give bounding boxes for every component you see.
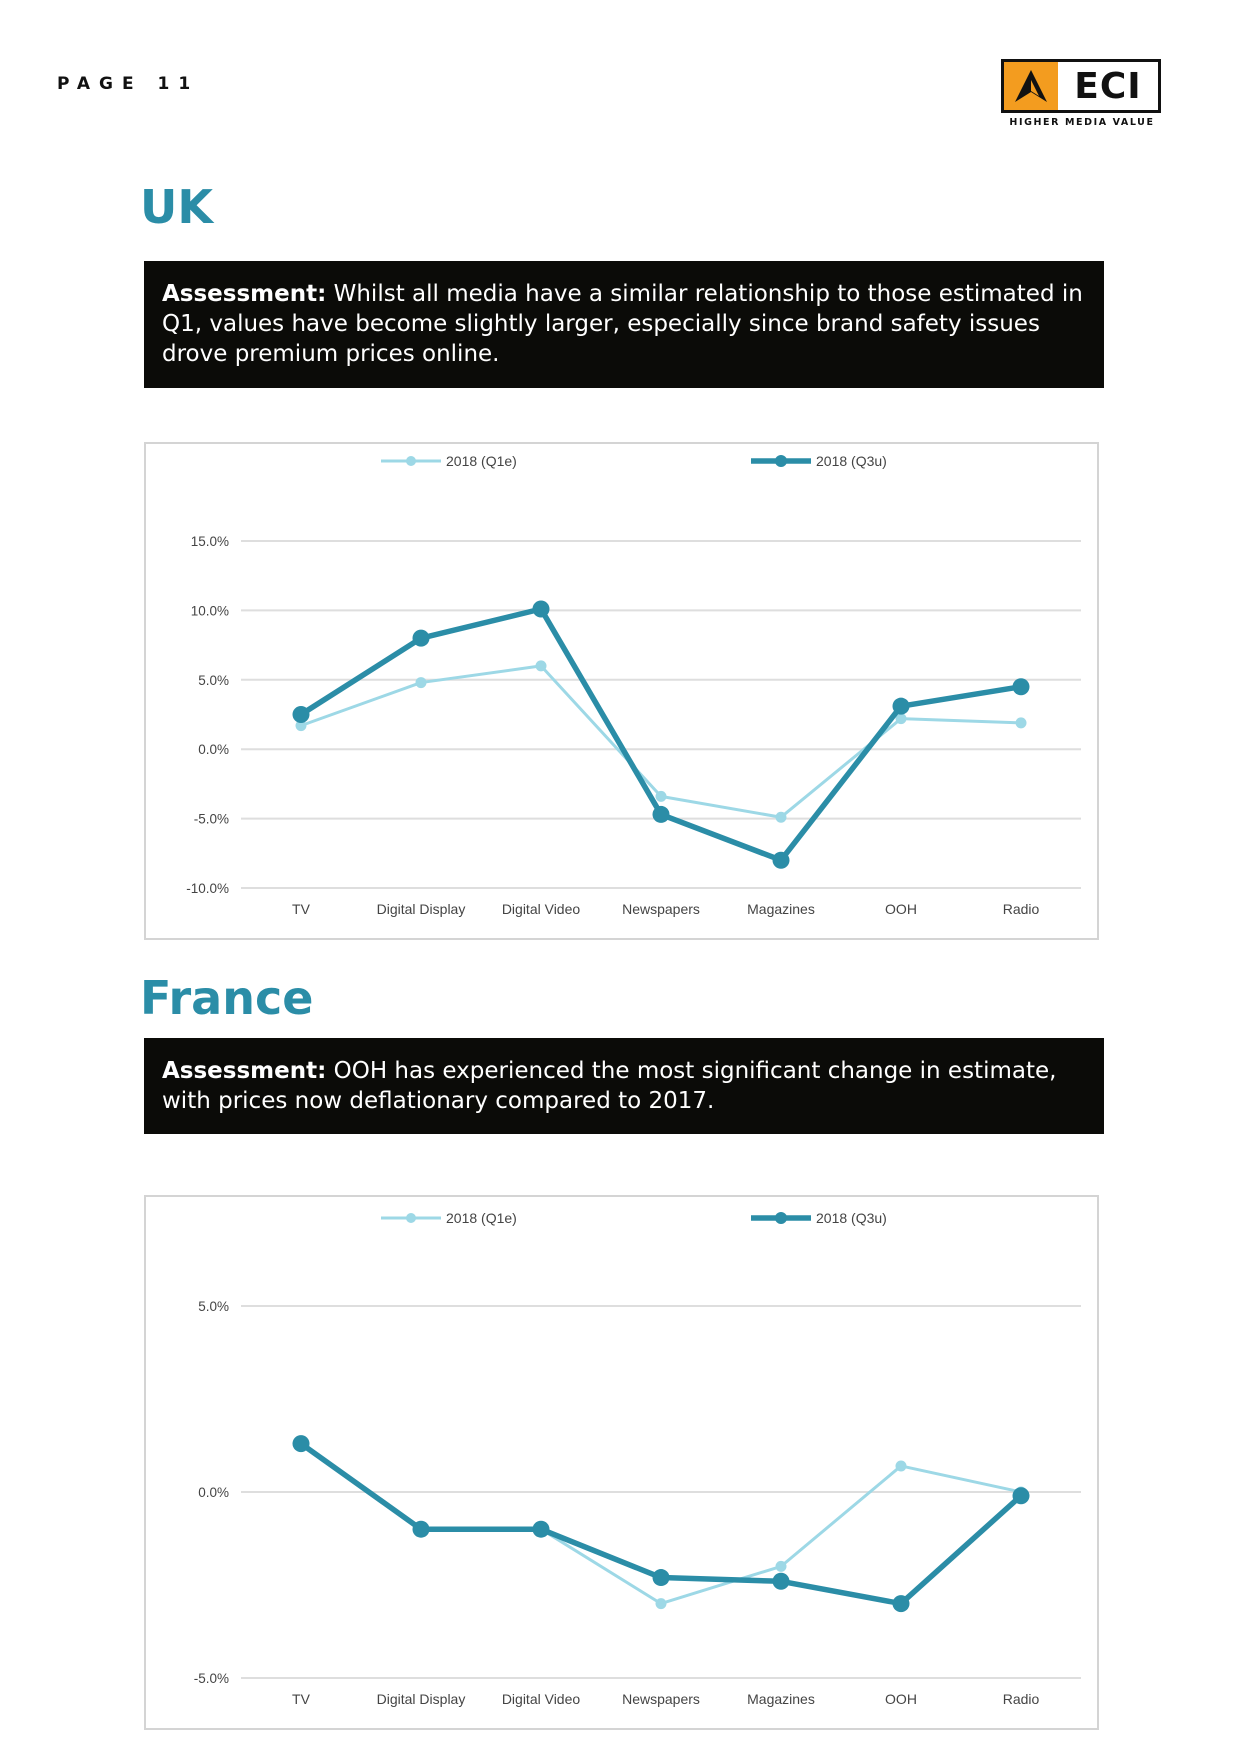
legend-label: 2018 (Q1e) <box>446 453 517 469</box>
x-tick-label: OOH <box>885 901 917 917</box>
data-point <box>773 852 790 869</box>
y-tick-label: 5.0% <box>198 672 229 688</box>
data-point <box>1013 1487 1030 1504</box>
france-section-title: France <box>140 971 314 1025</box>
uk-section-title: UK <box>140 180 213 234</box>
y-tick-label: 15.0% <box>190 534 229 549</box>
data-point <box>533 1521 550 1538</box>
x-tick-label: Digital Display <box>376 901 466 917</box>
data-point <box>893 698 910 715</box>
y-tick-label: 0.0% <box>198 1485 229 1500</box>
data-point <box>893 1595 910 1612</box>
x-tick-label: Digital Video <box>501 901 581 917</box>
arrow-icon <box>1012 67 1050 105</box>
page-label: PAGE 11 <box>57 74 200 94</box>
x-tick-label: Newspapers <box>622 901 700 917</box>
data-point <box>536 660 547 671</box>
uk-assessment-box <box>144 261 1104 388</box>
logo-tagline: HIGHER MEDIA VALUE <box>1009 117 1155 128</box>
x-tick-label: Magazines <box>747 1691 815 1707</box>
data-point <box>413 630 430 647</box>
uk-assessment-label: Assessment: <box>162 281 327 307</box>
legend-marker <box>406 456 416 466</box>
france-assessment-box <box>144 1038 1104 1134</box>
eci-logo <box>1001 59 1161 131</box>
data-point <box>773 1573 790 1590</box>
y-tick-label: 10.0% <box>190 603 229 619</box>
uk-chart <box>144 442 1099 940</box>
data-point <box>413 1521 430 1538</box>
legend-marker <box>406 1213 416 1223</box>
x-tick-label: OOH <box>885 1691 917 1707</box>
france-assessment-text: OOH has experienced the most significant change in estimate, with prices now deflationary compared to 2017. <box>162 1058 1057 1114</box>
legend-marker <box>775 455 787 467</box>
x-tick-label: Magazines <box>747 901 815 917</box>
x-tick-label: Digital Display <box>376 1691 466 1707</box>
data-point <box>896 1460 907 1471</box>
france-assessment-label: Assessment: <box>162 1058 327 1084</box>
data-point <box>653 806 670 823</box>
data-point <box>1013 678 1030 695</box>
uk-assessment-text: Whilst all media have a similar relationship to those estimated in Q1, values have become slightly larger, especially since brand safety issues drove premium prices online. <box>162 281 1083 367</box>
data-point <box>416 677 427 688</box>
data-point <box>1016 717 1027 728</box>
x-tick-label: Radio <box>1002 901 1040 917</box>
y-tick-label: 0.0% <box>198 742 229 758</box>
y-tick-label: -10.0% <box>186 881 229 896</box>
legend-label: 2018 (Q3u) <box>816 453 887 469</box>
data-point <box>656 1598 667 1609</box>
arrow-logo-icon <box>1004 62 1058 110</box>
data-point <box>656 791 667 802</box>
y-tick-label: -5.0% <box>193 1671 229 1686</box>
x-tick-label: Radio <box>1002 1691 1040 1707</box>
data-point <box>533 601 550 618</box>
data-point <box>653 1569 670 1586</box>
y-tick-label: -5.0% <box>193 811 229 827</box>
uk-chart-svg <box>146 444 1101 942</box>
x-tick-label: TV <box>292 901 310 917</box>
legend-marker <box>775 1212 787 1224</box>
legend-label: 2018 (Q1e) <box>446 1210 517 1226</box>
y-tick-label: 5.0% <box>198 1299 229 1314</box>
logo-box <box>1001 59 1161 113</box>
legend-label: 2018 (Q3u) <box>816 1210 887 1226</box>
data-point <box>776 1561 787 1572</box>
france-chart <box>144 1195 1099 1730</box>
x-tick-label: Digital Video <box>501 1691 581 1707</box>
logo-text: ECI <box>1074 65 1142 107</box>
data-point <box>293 1435 310 1452</box>
france-chart-svg <box>146 1197 1101 1732</box>
x-tick-label: TV <box>292 1691 310 1707</box>
data-point <box>293 706 310 723</box>
data-point <box>776 812 787 823</box>
x-tick-label: Newspapers <box>622 1691 700 1707</box>
